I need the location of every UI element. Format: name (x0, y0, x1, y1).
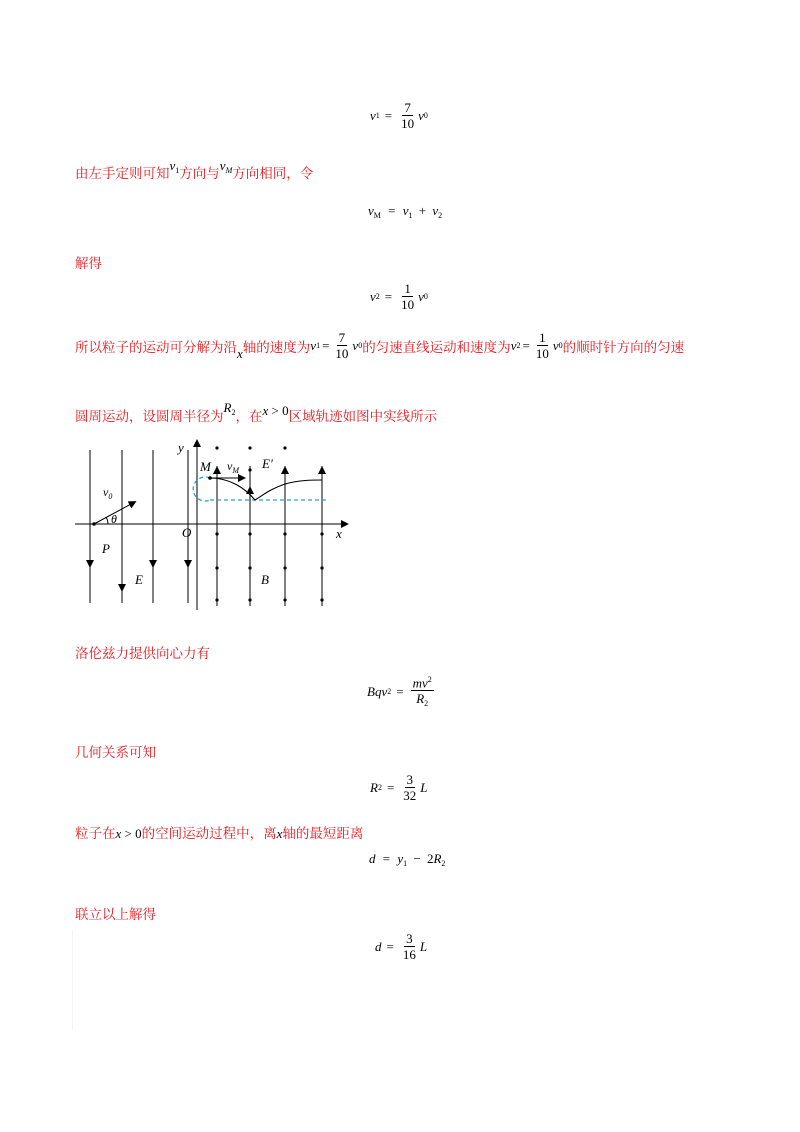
text-decompose: 所以粒子的运动可分解为沿 x 轴的速度为 v 1 = $\frac{7}{10}$ v 0 的匀速直线运动和速度为 v 2 = $\frac{1}{10}$ v 0 的顺时针方向的匀速 (75, 330, 685, 361)
origin-label: O (182, 525, 192, 540)
v0-label: $v_0$ (103, 485, 113, 501)
text-lorentz: 洛伦兹力提供向心力有 (75, 646, 210, 662)
B-label: B (261, 572, 269, 587)
eprime-label: E′ (262, 456, 273, 471)
text-particle: 粒子在x > 0的空间运动过程中，离x轴的最短距离 (75, 826, 364, 842)
text-circular: 圆周运动，设圆周半径为$R_2$，在x > 0区域轨迹如图中实线所示 (75, 400, 438, 425)
vM-label: $v_M$ (227, 459, 239, 475)
point-M-label: M (200, 459, 211, 474)
text-solve-1: 解得 (75, 256, 102, 272)
equation-d: $d = y_1 - 2R_2$ (369, 851, 446, 868)
equation-lorentz: Bq v 2 = $\frac{mv^2}{R_2}$ (367, 672, 436, 711)
trajectory (210, 478, 322, 500)
equation-vM: $v_M = v_1 + v_2$ (368, 203, 443, 220)
y-axis-label: y (178, 440, 184, 455)
dashed-circle (193, 477, 210, 501)
theta-arc (106, 517, 108, 524)
point-M (208, 476, 212, 480)
point-P (92, 522, 96, 526)
theta-label: θ (111, 512, 117, 526)
text-combine: 联立以上解得 (75, 907, 156, 923)
equation-final: d = $\frac{3}{16}$ L (375, 931, 428, 962)
x-axis-label: x (336, 526, 342, 541)
page-edge-line (72, 930, 73, 1030)
P-label: P (102, 541, 110, 556)
E-label: E (135, 572, 143, 587)
text-geometry: 几何关系可知 (75, 745, 156, 761)
field-diagram (70, 438, 355, 613)
text-left-hand-rule: 由左手定则可知$v_1$方向与$v_M$方向相同，令 (75, 158, 314, 182)
equation-v1: v 1 = $\frac{7}{10}$ v 0 (370, 100, 428, 131)
equation-v2: v 2 = $\frac{1}{10}$ v 0 (370, 281, 428, 312)
equation-R2: R 2 = $\frac{3}{32}$ L (370, 772, 428, 803)
